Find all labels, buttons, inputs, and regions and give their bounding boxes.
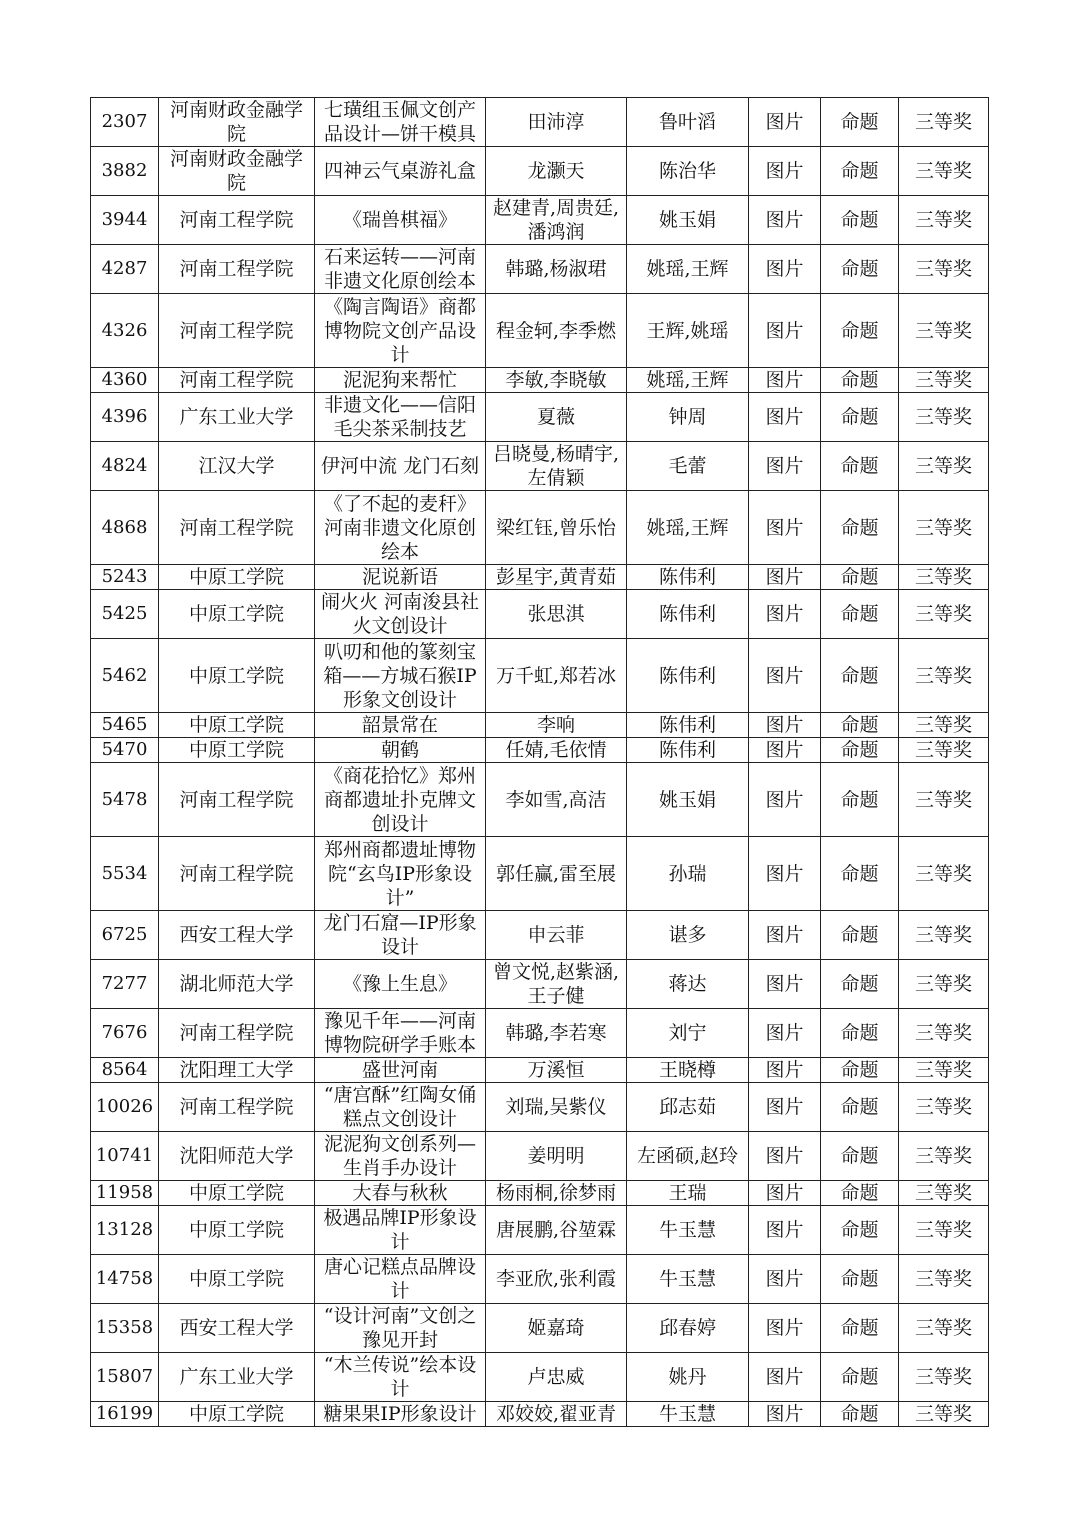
table-row <box>91 1009 989 1058</box>
category-cell: 图片 <box>749 837 821 911</box>
entry-id-cell: 3944 <box>91 196 159 245</box>
award-level-cell: 三等奖 <box>899 442 989 491</box>
advisor-cell: 左函硕,赵玲 <box>627 1132 749 1181</box>
work-title-cell: 《陶言陶语》商都博物院文创产品设计 <box>315 294 486 368</box>
work-title-cell: “木兰传说”绘本设计 <box>315 1353 486 1402</box>
entry-id-cell: 5425 <box>91 590 159 639</box>
work-title-cell: 《豫上生息》 <box>315 960 486 1009</box>
work-title-cell: 极遇品牌IP形象设计 <box>315 1206 486 1255</box>
award-level-cell: 三等奖 <box>899 1083 989 1132</box>
work-title-cell: 闹火火 河南浚县社火文创设计 <box>315 590 486 639</box>
entry-id-cell: 5462 <box>91 639 159 713</box>
school-name-cell: 中原工学院 <box>159 1206 315 1255</box>
award-level-cell: 三等奖 <box>899 491 989 565</box>
authors-cell: 彭星宇,黄青茹 <box>486 565 627 590</box>
entry-id-cell: 15807 <box>91 1353 159 1402</box>
work-type-cell: 命题 <box>821 491 899 565</box>
table-row <box>91 1058 989 1083</box>
entry-id-cell: 13128 <box>91 1206 159 1255</box>
table-row <box>91 442 989 491</box>
authors-cell: 申云菲 <box>486 911 627 960</box>
award-level-cell: 三等奖 <box>899 738 989 763</box>
authors-cell: 龙灏天 <box>486 147 627 196</box>
work-title-cell: 豫见千年——河南博物院研学手账本 <box>315 1009 486 1058</box>
table-row <box>91 368 989 393</box>
award-level-cell: 三等奖 <box>899 1009 989 1058</box>
entry-id-cell: 3882 <box>91 147 159 196</box>
table-row <box>91 1181 989 1206</box>
entry-id-cell: 4396 <box>91 393 159 442</box>
table-row <box>91 763 989 837</box>
table-row <box>91 245 989 294</box>
advisor-cell: 陈治华 <box>627 147 749 196</box>
school-name-cell: 中原工学院 <box>159 738 315 763</box>
award-level-cell: 三等奖 <box>899 911 989 960</box>
work-title-cell: 《瑞兽棋福》 <box>315 196 486 245</box>
school-name-cell: 河南工程学院 <box>159 196 315 245</box>
work-type-cell: 命题 <box>821 442 899 491</box>
work-title-cell: “唐宫酥”红陶女俑糕点文创设计 <box>315 1083 486 1132</box>
work-type-cell: 命题 <box>821 837 899 911</box>
table-row <box>91 713 989 738</box>
entry-id-cell: 11958 <box>91 1181 159 1206</box>
advisor-cell: 刘宁 <box>627 1009 749 1058</box>
table-row <box>91 294 989 368</box>
work-title-cell: 郑州商都遗址博物院“玄鸟IP形象设计” <box>315 837 486 911</box>
work-title-cell: 四神云气桌游礼盒 <box>315 147 486 196</box>
category-cell: 图片 <box>749 1132 821 1181</box>
work-title-cell: 《商花拾忆》郑州商都遗址扑克牌文创设计 <box>315 763 486 837</box>
award-level-cell: 三等奖 <box>899 294 989 368</box>
category-cell: 图片 <box>749 98 821 147</box>
category-cell: 图片 <box>749 1181 821 1206</box>
school-name-cell: 广东工业大学 <box>159 393 315 442</box>
advisor-cell: 邱春婷 <box>627 1304 749 1353</box>
work-type-cell: 命题 <box>821 245 899 294</box>
table-row <box>91 491 989 565</box>
category-cell: 图片 <box>749 911 821 960</box>
authors-cell: 韩璐,李若寒 <box>486 1009 627 1058</box>
work-type-cell: 命题 <box>821 911 899 960</box>
table-row <box>91 1132 989 1181</box>
advisor-cell: 姚玉娟 <box>627 763 749 837</box>
category-cell: 图片 <box>749 639 821 713</box>
award-level-cell: 三等奖 <box>899 1255 989 1304</box>
work-type-cell: 命题 <box>821 565 899 590</box>
school-name-cell: 中原工学院 <box>159 565 315 590</box>
table-row <box>91 393 989 442</box>
category-cell: 图片 <box>749 738 821 763</box>
school-name-cell: 河南工程学院 <box>159 245 315 294</box>
school-name-cell: 河南财政金融学院 <box>159 147 315 196</box>
award-level-cell: 三等奖 <box>899 98 989 147</box>
table-row <box>91 1304 989 1353</box>
table-row <box>91 196 989 245</box>
work-type-cell: 命题 <box>821 196 899 245</box>
work-title-cell: “设计河南”文创之豫见开封 <box>315 1304 486 1353</box>
advisor-cell: 姚玉娟 <box>627 196 749 245</box>
entry-id-cell: 7676 <box>91 1009 159 1058</box>
advisor-cell: 姚丹 <box>627 1353 749 1402</box>
school-name-cell: 中原工学院 <box>159 590 315 639</box>
work-type-cell: 命题 <box>821 960 899 1009</box>
table-row <box>91 911 989 960</box>
authors-cell: 李如雪,高洁 <box>486 763 627 837</box>
school-name-cell: 江汉大学 <box>159 442 315 491</box>
work-title-cell: 朝鹤 <box>315 738 486 763</box>
school-name-cell: 广东工业大学 <box>159 1353 315 1402</box>
entry-id-cell: 16199 <box>91 1402 159 1427</box>
authors-cell: 赵建青,周贵廷,潘鸿润 <box>486 196 627 245</box>
entry-id-cell: 6725 <box>91 911 159 960</box>
entry-id-cell: 7277 <box>91 960 159 1009</box>
award-level-cell: 三等奖 <box>899 245 989 294</box>
work-title-cell: 韶景常在 <box>315 713 486 738</box>
authors-cell: 吕晓曼,杨晴宇,左倩颖 <box>486 442 627 491</box>
entry-id-cell: 5478 <box>91 763 159 837</box>
entry-id-cell: 4287 <box>91 245 159 294</box>
work-type-cell: 命题 <box>821 639 899 713</box>
advisor-cell: 王瑞 <box>627 1181 749 1206</box>
category-cell: 图片 <box>749 1402 821 1427</box>
work-title-cell: 非遗文化——信阳毛尖茶采制技艺 <box>315 393 486 442</box>
work-title-cell: 唐心记糕点品牌设计 <box>315 1255 486 1304</box>
school-name-cell: 中原工学院 <box>159 1402 315 1427</box>
advisor-cell: 钟周 <box>627 393 749 442</box>
category-cell: 图片 <box>749 1206 821 1255</box>
category-cell: 图片 <box>749 960 821 1009</box>
table-row <box>91 960 989 1009</box>
category-cell: 图片 <box>749 491 821 565</box>
work-title-cell: 七璜组玉佩文创产品设计—饼干模具 <box>315 98 486 147</box>
table-row <box>91 639 989 713</box>
school-name-cell: 中原工学院 <box>159 713 315 738</box>
entry-id-cell: 4868 <box>91 491 159 565</box>
school-name-cell: 中原工学院 <box>159 1181 315 1206</box>
award-level-cell: 三等奖 <box>899 837 989 911</box>
category-cell: 图片 <box>749 565 821 590</box>
advisor-cell: 谌多 <box>627 911 749 960</box>
table-row <box>91 1255 989 1304</box>
school-name-cell: 湖北师范大学 <box>159 960 315 1009</box>
work-type-cell: 命题 <box>821 1132 899 1181</box>
advisor-cell: 邱志茹 <box>627 1083 749 1132</box>
advisor-cell: 陈伟利 <box>627 713 749 738</box>
work-title-cell: 大春与秋秋 <box>315 1181 486 1206</box>
category-cell: 图片 <box>749 196 821 245</box>
award-level-cell: 三等奖 <box>899 960 989 1009</box>
authors-cell: 曾文悦,赵紫涵,王子健 <box>486 960 627 1009</box>
advisor-cell: 姚瑶,王辉 <box>627 491 749 565</box>
award-level-cell: 三等奖 <box>899 1353 989 1402</box>
school-name-cell: 河南工程学院 <box>159 368 315 393</box>
work-type-cell: 命题 <box>821 1058 899 1083</box>
award-level-cell: 三等奖 <box>899 1132 989 1181</box>
work-type-cell: 命题 <box>821 294 899 368</box>
category-cell: 图片 <box>749 1353 821 1402</box>
authors-cell: 张思淇 <box>486 590 627 639</box>
school-name-cell: 中原工学院 <box>159 639 315 713</box>
work-type-cell: 命题 <box>821 590 899 639</box>
entry-id-cell: 4360 <box>91 368 159 393</box>
work-title-cell: 石来运转——河南非遗文化原创绘本 <box>315 245 486 294</box>
entry-id-cell: 15358 <box>91 1304 159 1353</box>
work-title-cell: 伊河中流 龙门石刻 <box>315 442 486 491</box>
work-type-cell: 命题 <box>821 1181 899 1206</box>
table-row <box>91 98 989 147</box>
entry-id-cell: 10026 <box>91 1083 159 1132</box>
entry-id-cell: 5534 <box>91 837 159 911</box>
authors-cell: 任婧,毛依情 <box>486 738 627 763</box>
award-level-cell: 三等奖 <box>899 1402 989 1427</box>
work-type-cell: 命题 <box>821 98 899 147</box>
work-type-cell: 命题 <box>821 738 899 763</box>
advisor-cell: 陈伟利 <box>627 565 749 590</box>
category-cell: 图片 <box>749 1058 821 1083</box>
work-type-cell: 命题 <box>821 1255 899 1304</box>
advisor-cell: 牛玉慧 <box>627 1255 749 1304</box>
work-title-cell: 糖果果IP形象设计 <box>315 1402 486 1427</box>
award-level-cell: 三等奖 <box>899 196 989 245</box>
entry-id-cell: 10741 <box>91 1132 159 1181</box>
authors-cell: 李敏,李晓敏 <box>486 368 627 393</box>
school-name-cell: 河南财政金融学院 <box>159 98 315 147</box>
category-cell: 图片 <box>749 294 821 368</box>
school-name-cell: 西安工程大学 <box>159 911 315 960</box>
work-title-cell: 《了不起的麦秆》河南非遗文化原创绘本 <box>315 491 486 565</box>
category-cell: 图片 <box>749 393 821 442</box>
work-title-cell: 泥泥狗文创系列—生肖手办设计 <box>315 1132 486 1181</box>
authors-cell: 郭任赢,雷至展 <box>486 837 627 911</box>
award-level-cell: 三等奖 <box>899 1058 989 1083</box>
entry-id-cell: 2307 <box>91 98 159 147</box>
work-type-cell: 命题 <box>821 1353 899 1402</box>
work-title-cell: 泥说新语 <box>315 565 486 590</box>
table-row <box>91 1353 989 1402</box>
authors-cell: 杨雨桐,徐梦雨 <box>486 1181 627 1206</box>
work-type-cell: 命题 <box>821 1083 899 1132</box>
category-cell: 图片 <box>749 1304 821 1353</box>
work-type-cell: 命题 <box>821 1402 899 1427</box>
category-cell: 图片 <box>749 713 821 738</box>
school-name-cell: 河南工程学院 <box>159 763 315 837</box>
award-level-cell: 三等奖 <box>899 1304 989 1353</box>
advisor-cell: 陈伟利 <box>627 590 749 639</box>
school-name-cell: 沈阳师范大学 <box>159 1132 315 1181</box>
awards-table <box>90 97 989 1427</box>
entry-id-cell: 14758 <box>91 1255 159 1304</box>
entry-id-cell: 4824 <box>91 442 159 491</box>
award-level-cell: 三等奖 <box>899 639 989 713</box>
advisor-cell: 毛蕾 <box>627 442 749 491</box>
authors-cell: 田沛淳 <box>486 98 627 147</box>
work-type-cell: 命题 <box>821 1304 899 1353</box>
authors-cell: 姜明明 <box>486 1132 627 1181</box>
category-cell: 图片 <box>749 1009 821 1058</box>
authors-cell: 刘瑞,吴紫仪 <box>486 1083 627 1132</box>
work-type-cell: 命题 <box>821 1009 899 1058</box>
entry-id-cell: 5243 <box>91 565 159 590</box>
advisor-cell: 鲁叶滔 <box>627 98 749 147</box>
school-name-cell: 中原工学院 <box>159 1255 315 1304</box>
table-row <box>91 837 989 911</box>
work-type-cell: 命题 <box>821 763 899 837</box>
authors-cell: 梁红钰,曾乐怡 <box>486 491 627 565</box>
category-cell: 图片 <box>749 245 821 294</box>
school-name-cell: 河南工程学院 <box>159 1083 315 1132</box>
advisor-cell: 姚瑶,王辉 <box>627 368 749 393</box>
awards-table-body <box>91 98 989 1427</box>
table-row <box>91 1206 989 1255</box>
authors-cell: 夏薇 <box>486 393 627 442</box>
work-title-cell: 龙门石窟—IP形象设计 <box>315 911 486 960</box>
award-level-cell: 三等奖 <box>899 713 989 738</box>
entry-id-cell: 4326 <box>91 294 159 368</box>
award-level-cell: 三等奖 <box>899 763 989 837</box>
work-type-cell: 命题 <box>821 713 899 738</box>
advisor-cell: 孙瑞 <box>627 837 749 911</box>
category-cell: 图片 <box>749 1083 821 1132</box>
category-cell: 图片 <box>749 147 821 196</box>
authors-cell: 万千虹,郑若冰 <box>486 639 627 713</box>
award-level-cell: 三等奖 <box>899 1206 989 1255</box>
school-name-cell: 河南工程学院 <box>159 1009 315 1058</box>
school-name-cell: 河南工程学院 <box>159 491 315 565</box>
school-name-cell: 河南工程学院 <box>159 294 315 368</box>
award-level-cell: 三等奖 <box>899 368 989 393</box>
authors-cell: 唐展鹏,谷堃霖 <box>486 1206 627 1255</box>
table-row <box>91 738 989 763</box>
award-level-cell: 三等奖 <box>899 1181 989 1206</box>
table-row <box>91 147 989 196</box>
authors-cell: 姬嘉琦 <box>486 1304 627 1353</box>
table-row <box>91 590 989 639</box>
table-row <box>91 1402 989 1427</box>
category-cell: 图片 <box>749 590 821 639</box>
entry-id-cell: 5470 <box>91 738 159 763</box>
advisor-cell: 牛玉慧 <box>627 1402 749 1427</box>
work-type-cell: 命题 <box>821 393 899 442</box>
school-name-cell: 河南工程学院 <box>159 837 315 911</box>
award-level-cell: 三等奖 <box>899 565 989 590</box>
school-name-cell: 沈阳理工大学 <box>159 1058 315 1083</box>
award-level-cell: 三等奖 <box>899 147 989 196</box>
advisor-cell: 王辉,姚瑶 <box>627 294 749 368</box>
authors-cell: 李亚欣,张利霞 <box>486 1255 627 1304</box>
award-level-cell: 三等奖 <box>899 393 989 442</box>
entry-id-cell: 8564 <box>91 1058 159 1083</box>
authors-cell: 韩璐,杨淑珺 <box>486 245 627 294</box>
authors-cell: 邓姣姣,翟亚青 <box>486 1402 627 1427</box>
school-name-cell: 西安工程大学 <box>159 1304 315 1353</box>
work-type-cell: 命题 <box>821 147 899 196</box>
advisor-cell: 姚瑶,王辉 <box>627 245 749 294</box>
authors-cell: 卢忠威 <box>486 1353 627 1402</box>
advisor-cell: 牛玉慧 <box>627 1206 749 1255</box>
entry-id-cell: 5465 <box>91 713 159 738</box>
work-type-cell: 命题 <box>821 1206 899 1255</box>
work-title-cell: 盛世河南 <box>315 1058 486 1083</box>
category-cell: 图片 <box>749 368 821 393</box>
advisor-cell: 蒋达 <box>627 960 749 1009</box>
category-cell: 图片 <box>749 442 821 491</box>
work-type-cell: 命题 <box>821 368 899 393</box>
advisor-cell: 陈伟利 <box>627 738 749 763</box>
authors-cell: 万溪恒 <box>486 1058 627 1083</box>
advisor-cell: 王晓樽 <box>627 1058 749 1083</box>
table-row <box>91 565 989 590</box>
award-level-cell: 三等奖 <box>899 590 989 639</box>
advisor-cell: 陈伟利 <box>627 639 749 713</box>
authors-cell: 程金轲,李季燃 <box>486 294 627 368</box>
work-title-cell: 泥泥狗来帮忙 <box>315 368 486 393</box>
category-cell: 图片 <box>749 763 821 837</box>
authors-cell: 李响 <box>486 713 627 738</box>
table-row <box>91 1083 989 1132</box>
work-title-cell: 叭叨和他的篆刻宝箱——方城石猴IP形象文创设计 <box>315 639 486 713</box>
category-cell: 图片 <box>749 1255 821 1304</box>
